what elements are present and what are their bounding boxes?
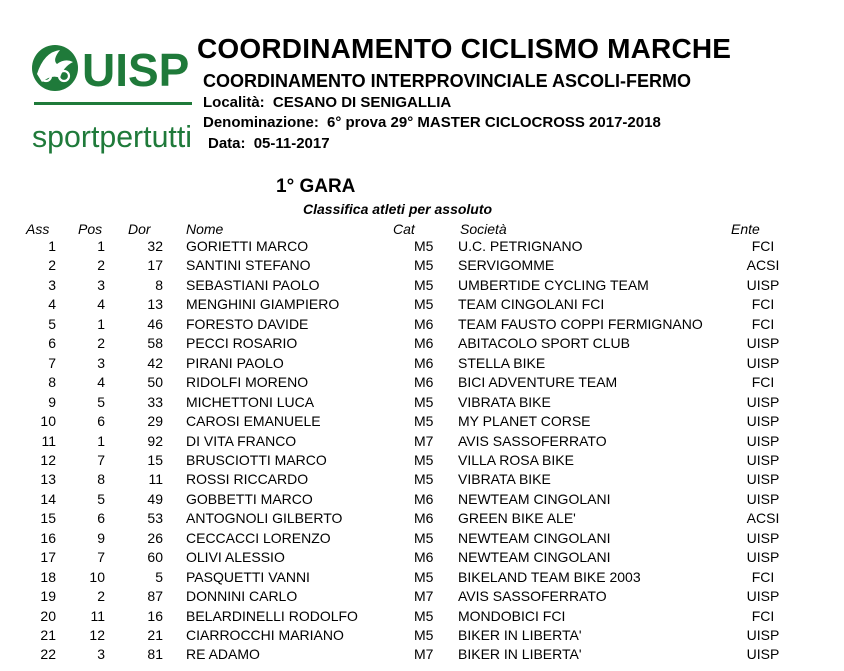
- cell-dor: 29: [147, 413, 163, 430]
- cell-cat: M5: [414, 471, 434, 488]
- cell-ass: 22: [40, 646, 56, 663]
- localita-label: Località:: [203, 94, 265, 111]
- cell-cat: M5: [414, 257, 434, 274]
- cell-ente: UISP: [746, 627, 780, 643]
- cell-societa: NEWTEAM CINGOLANI: [458, 549, 611, 566]
- cell-societa: STELLA BIKE: [458, 354, 546, 371]
- cell-cat: M5: [414, 607, 434, 624]
- table-row: [0, 452, 844, 472]
- logo-tagline: sportpertutti: [32, 119, 192, 154]
- cell-pos: 1: [97, 432, 105, 449]
- cell-cat: M5: [414, 413, 434, 430]
- cell-ass: 6: [48, 335, 56, 352]
- table-row: [0, 588, 844, 608]
- cell-societa: MY PLANET CORSE: [458, 413, 591, 430]
- cell-societa: AVIS SASSOFERRATO: [458, 432, 607, 449]
- col-header-nome: Nome: [186, 221, 224, 237]
- col-header-pos: Pos: [78, 221, 103, 237]
- cell-dor: 46: [147, 315, 163, 332]
- cell-dor: 42: [147, 354, 163, 371]
- cell-nome: ROSSI RICCARDO: [186, 471, 309, 488]
- cell-nome: BELARDINELLI RODOLFO: [186, 607, 358, 624]
- cell-pos: 2: [97, 335, 105, 352]
- cell-ente: UISP: [746, 529, 780, 546]
- cell-cat: M5: [414, 393, 434, 410]
- cell-ass: 8: [48, 374, 56, 391]
- table-row: [0, 238, 844, 258]
- cell-ass: 18: [40, 568, 56, 585]
- cell-ente: UISP: [746, 432, 780, 449]
- cell-pos: 4: [97, 374, 105, 391]
- cell-ente: FCI: [751, 607, 775, 624]
- cell-nome: SANTINI STEFANO: [186, 257, 311, 274]
- cell-pos: 6: [97, 510, 105, 527]
- cell-ass: 12: [40, 451, 56, 468]
- cell-societa: BICI ADVENTURE TEAM: [458, 374, 618, 391]
- localita-value: CESANO DI SENIGALLIA: [272, 94, 452, 111]
- cell-ass: 9: [48, 393, 56, 410]
- cell-pos: 7: [97, 451, 105, 468]
- cell-pos: 3: [97, 646, 105, 663]
- cell-nome: CAROSI EMANUELE: [186, 413, 321, 430]
- denominazione-line: [203, 114, 661, 131]
- cell-ente: UISP: [746, 276, 780, 293]
- table-row: [0, 316, 844, 336]
- cell-dor: 60: [147, 549, 163, 566]
- cell-nome: MICHETTONI LUCA: [186, 393, 315, 410]
- logo-brand: UISP: [82, 44, 190, 96]
- cell-dor: 58: [147, 335, 163, 352]
- cell-nome: GORIETTI MARCO: [186, 238, 309, 254]
- cell-dor: 53: [147, 510, 163, 527]
- cell-pos: 5: [97, 393, 105, 410]
- cell-societa: ABITACOLO SPORT CLUB: [458, 335, 630, 352]
- table-row: [0, 355, 844, 375]
- cell-pos: 8: [97, 471, 105, 488]
- cell-nome: RE ADAMO: [186, 646, 260, 663]
- cell-ente: FCI: [751, 315, 775, 332]
- cell-cat: M5: [414, 296, 434, 313]
- cell-pos: 2: [97, 588, 105, 605]
- cell-ente: ACSI: [746, 510, 780, 527]
- localita-line: [203, 94, 451, 111]
- cell-ente: FCI: [751, 374, 775, 391]
- cell-pos: 2: [97, 257, 105, 274]
- table-row: [0, 374, 844, 394]
- cell-ass: 13: [40, 471, 56, 488]
- cell-dor: 50: [147, 374, 163, 391]
- cell-nome: CIARROCCHI MARIANO: [186, 627, 344, 643]
- data-line: [208, 135, 330, 152]
- table-row: [0, 608, 844, 628]
- cell-dor: 32: [147, 238, 163, 254]
- cell-ass: 4: [48, 296, 56, 313]
- cell-ass: 16: [40, 529, 56, 546]
- cell-societa: BIKELAND TEAM BIKE 2003: [458, 568, 641, 585]
- cell-nome: GOBBETTI MARCO: [186, 490, 313, 507]
- cell-ass: 7: [48, 354, 56, 371]
- table-row: [0, 471, 844, 491]
- denominazione-value: 6° prova 29° MASTER CICLOCROSS 2017-2018: [327, 114, 661, 131]
- cell-nome: PIRANI PAOLO: [186, 354, 284, 371]
- table-row: [0, 549, 844, 569]
- col-header-dor: Dor: [128, 221, 151, 237]
- cell-ass: 19: [40, 588, 56, 605]
- table-row: [0, 530, 844, 550]
- cell-dor: 16: [147, 607, 163, 624]
- cell-dor: 11: [148, 471, 163, 488]
- cell-ass: 2: [48, 257, 56, 274]
- page-subtitle: COORDINAMENTO INTERPROVINCIALE ASCOLI-FERMO: [203, 71, 692, 91]
- page-title: COORDINAMENTO CICLISMO MARCHE: [197, 33, 732, 64]
- cell-ass: 21: [40, 627, 56, 643]
- cell-nome: DI VITA FRANCO: [186, 432, 297, 449]
- col-header-ente: Ente: [731, 221, 760, 237]
- cell-dor: 5: [155, 568, 163, 585]
- cell-ente: UISP: [746, 393, 780, 410]
- cell-cat: M6: [414, 335, 434, 352]
- cell-societa: U.C. PETRIGNANO: [458, 238, 583, 254]
- cell-ente: FCI: [751, 238, 775, 254]
- cell-cat: M6: [414, 315, 434, 332]
- cell-societa: BIKER IN LIBERTA': [458, 627, 582, 643]
- cell-nome: PASQUETTI VANNI: [186, 568, 310, 585]
- cell-ass: 10: [40, 413, 56, 430]
- cell-nome: MENGHINI GIAMPIERO: [186, 296, 340, 313]
- data-value: 05-11-2017: [253, 135, 330, 152]
- cell-ente: UISP: [746, 413, 780, 430]
- cell-dor: 87: [147, 588, 163, 605]
- cell-dor: 13: [147, 296, 163, 313]
- table-row: [0, 277, 844, 297]
- cell-pos: 1: [97, 238, 105, 254]
- cell-pos: 10: [89, 568, 105, 585]
- cell-cat: M5: [414, 238, 434, 254]
- cell-nome: ANTOGNOLI GILBERTO: [186, 510, 343, 527]
- cell-nome: OLIVI ALESSIO: [186, 549, 285, 566]
- cell-pos: 7: [97, 549, 105, 566]
- cell-nome: CECCACCI LORENZO: [186, 529, 331, 546]
- cell-nome: BRUSCIOTTI MARCO: [186, 451, 327, 468]
- cell-pos: 11: [90, 607, 105, 624]
- cell-ass: 15: [40, 510, 56, 527]
- col-header-cat: Cat: [393, 221, 415, 237]
- cell-ass: 14: [40, 490, 56, 507]
- cell-cat: M6: [414, 510, 434, 527]
- cell-societa: TEAM FAUSTO COPPI FERMIGNANO: [458, 315, 703, 332]
- cell-societa: TEAM CINGOLANI FCI: [458, 296, 605, 313]
- cell-ente: FCI: [751, 296, 775, 313]
- cell-cat: M6: [414, 374, 434, 391]
- cell-ente: UISP: [746, 354, 780, 371]
- cell-societa: MONDOBICI FCI: [458, 607, 566, 624]
- cell-cat: M5: [414, 627, 434, 643]
- cell-ente: UISP: [746, 490, 780, 507]
- cell-cat: M5: [414, 568, 434, 585]
- cell-ass: 3: [48, 276, 56, 293]
- col-header-societa: Società: [460, 221, 507, 237]
- cell-dor: 26: [147, 529, 163, 546]
- cell-ente: UISP: [746, 335, 780, 352]
- cell-ente: UISP: [746, 646, 780, 663]
- table-row: [0, 413, 844, 433]
- cell-dor: 17: [147, 257, 163, 274]
- table-row: [0, 257, 844, 277]
- col-header-ass: Ass: [26, 221, 50, 237]
- uisp-logo: [30, 40, 195, 162]
- cell-societa: VILLA ROSA BIKE: [458, 451, 574, 468]
- cell-pos: 1: [97, 315, 105, 332]
- race-subtitle: Classifica atleti per assoluto: [303, 201, 493, 217]
- cell-cat: M6: [414, 354, 434, 371]
- table-row: [0, 491, 844, 511]
- cell-ente: FCI: [751, 568, 775, 585]
- cell-societa: GREEN BIKE ALE': [458, 510, 576, 527]
- cell-cat: M5: [414, 529, 434, 546]
- table-row: [0, 394, 844, 414]
- cell-pos: 5: [97, 490, 105, 507]
- table-row: [0, 510, 844, 530]
- cell-pos: 12: [89, 627, 105, 643]
- cell-societa: SERVIGOMME: [458, 257, 555, 274]
- cell-dor: 49: [147, 490, 163, 507]
- cell-nome: SEBASTIANI PAOLO: [186, 276, 320, 293]
- table-row: [0, 646, 844, 666]
- cell-ente: UISP: [746, 451, 780, 468]
- cell-pos: 3: [97, 276, 105, 293]
- cell-pos: 6: [97, 413, 105, 430]
- cell-dor: 21: [147, 627, 163, 643]
- cell-cat: M7: [414, 588, 434, 605]
- denominazione-label: Denominazione:: [203, 114, 319, 131]
- cyclist-emblem-icon: [32, 45, 78, 91]
- cell-dor: 81: [147, 646, 163, 663]
- cell-ente: UISP: [746, 549, 780, 566]
- table-row: [0, 335, 844, 355]
- cell-societa: NEWTEAM CINGOLANI: [458, 490, 611, 507]
- cell-nome: FORESTO DAVIDE: [186, 315, 309, 332]
- cell-nome: PECCI ROSARIO: [186, 335, 298, 352]
- cell-ente: UISP: [746, 471, 780, 488]
- cell-ass: 11: [41, 432, 56, 449]
- cell-pos: 4: [97, 296, 105, 313]
- cell-pos: 3: [97, 354, 105, 371]
- table-row: [0, 569, 844, 589]
- cell-societa: AVIS SASSOFERRATO: [458, 588, 607, 605]
- cell-societa: VIBRATA BIKE: [458, 471, 551, 488]
- cell-pos: 9: [97, 529, 105, 546]
- cell-cat: M5: [414, 451, 434, 468]
- cell-cat: M6: [414, 490, 434, 507]
- cell-cat: M7: [414, 432, 434, 449]
- cell-ente: ACSI: [746, 257, 780, 274]
- race-title: 1° GARA: [276, 176, 356, 197]
- cell-ass: 1: [48, 238, 56, 254]
- table-row: [0, 627, 844, 647]
- data-label: Data:: [208, 135, 246, 152]
- cell-ass: 5: [48, 315, 56, 332]
- cell-dor: 33: [147, 393, 163, 410]
- cell-dor: 92: [147, 432, 163, 449]
- cell-societa: BIKER IN LIBERTA': [458, 646, 582, 663]
- cell-cat: M6: [414, 549, 434, 566]
- cell-societa: VIBRATA BIKE: [458, 393, 551, 410]
- cell-ente: UISP: [746, 588, 780, 605]
- cell-cat: M5: [414, 276, 434, 293]
- cell-ass: 20: [40, 607, 56, 624]
- table-row: [0, 433, 844, 453]
- cell-nome: RIDOLFI MORENO: [186, 374, 309, 391]
- cell-ass: 17: [40, 549, 56, 566]
- table-row: [0, 296, 844, 316]
- cell-dor: 15: [147, 451, 163, 468]
- cell-nome: DONNINI CARLO: [186, 588, 298, 605]
- cell-societa: NEWTEAM CINGOLANI: [458, 529, 611, 546]
- cell-dor: 8: [155, 276, 163, 293]
- cell-societa: UMBERTIDE CYCLING TEAM: [458, 276, 649, 293]
- cell-cat: M7: [414, 646, 434, 663]
